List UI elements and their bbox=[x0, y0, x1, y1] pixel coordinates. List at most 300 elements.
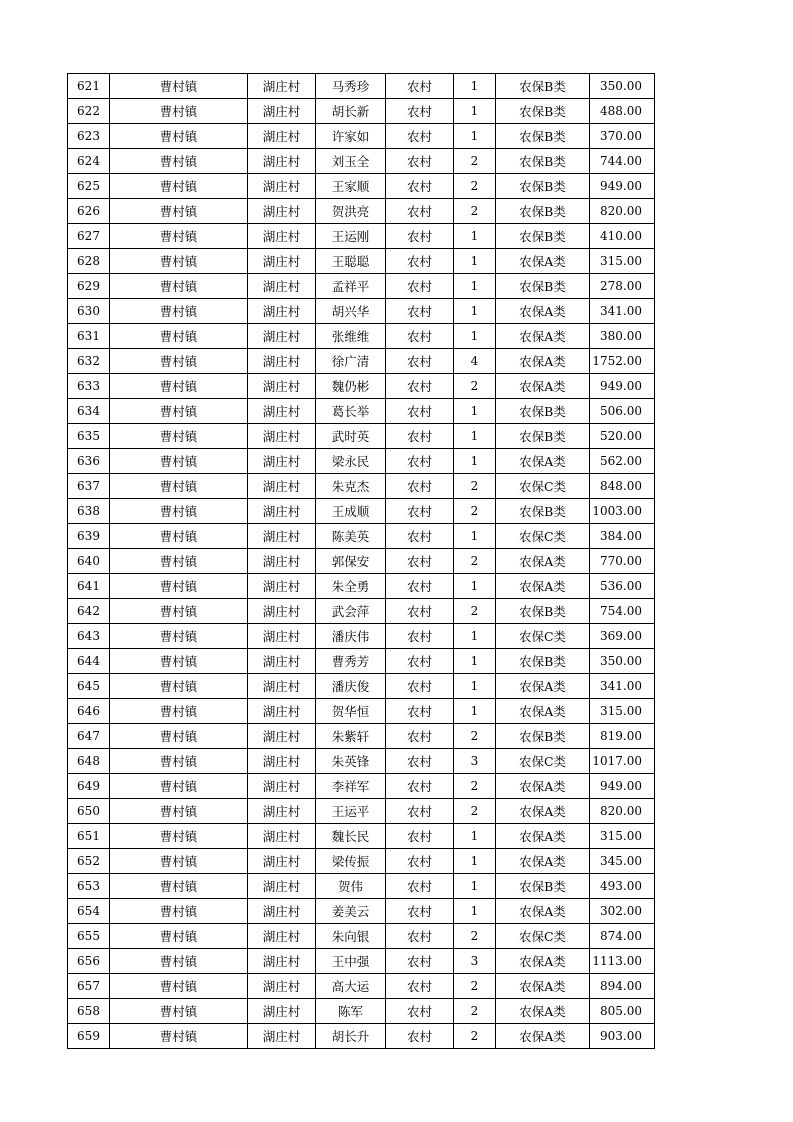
persons-cell: 2 bbox=[454, 799, 496, 824]
table-row bbox=[68, 399, 655, 424]
seq-cell: 639 bbox=[68, 524, 110, 549]
town-cell: 曹村镇 bbox=[110, 299, 248, 324]
household-type-cell: 农村 bbox=[386, 474, 454, 499]
name-cell: 王运刚 bbox=[316, 224, 386, 249]
persons-cell: 2 bbox=[454, 499, 496, 524]
amount-cell: 1003.00 bbox=[590, 499, 655, 524]
seq-cell: 656 bbox=[68, 949, 110, 974]
category-cell: 农保A类 bbox=[496, 774, 590, 799]
persons-cell: 2 bbox=[454, 599, 496, 624]
village-cell: 湖庄村 bbox=[248, 374, 316, 399]
category-cell: 农保B类 bbox=[496, 399, 590, 424]
seq-cell: 627 bbox=[68, 224, 110, 249]
seq-cell: 649 bbox=[68, 774, 110, 799]
village-cell: 湖庄村 bbox=[248, 224, 316, 249]
household-type-cell: 农村 bbox=[386, 199, 454, 224]
name-cell: 张维维 bbox=[316, 324, 386, 349]
persons-cell: 1 bbox=[454, 249, 496, 274]
name-cell: 梁传振 bbox=[316, 849, 386, 874]
name-cell: 胡长升 bbox=[316, 1024, 386, 1049]
town-cell: 曹村镇 bbox=[110, 99, 248, 124]
village-cell: 湖庄村 bbox=[248, 149, 316, 174]
category-cell: 农保A类 bbox=[496, 824, 590, 849]
amount-cell: 820.00 bbox=[590, 199, 655, 224]
household-type-cell: 农村 bbox=[386, 999, 454, 1024]
amount-cell: 949.00 bbox=[590, 774, 655, 799]
town-cell: 曹村镇 bbox=[110, 199, 248, 224]
seq-cell: 644 bbox=[68, 649, 110, 674]
town-cell: 曹村镇 bbox=[110, 499, 248, 524]
household-type-cell: 农村 bbox=[386, 374, 454, 399]
seq-cell: 658 bbox=[68, 999, 110, 1024]
seq-cell: 623 bbox=[68, 124, 110, 149]
persons-cell: 2 bbox=[454, 374, 496, 399]
town-cell: 曹村镇 bbox=[110, 149, 248, 174]
name-cell: 曹秀芳 bbox=[316, 649, 386, 674]
town-cell: 曹村镇 bbox=[110, 124, 248, 149]
persons-cell: 4 bbox=[454, 349, 496, 374]
persons-cell: 2 bbox=[454, 1024, 496, 1049]
seq-cell: 637 bbox=[68, 474, 110, 499]
category-cell: 农保A类 bbox=[496, 349, 590, 374]
household-type-cell: 农村 bbox=[386, 824, 454, 849]
household-type-cell: 农村 bbox=[386, 849, 454, 874]
village-cell: 湖庄村 bbox=[248, 424, 316, 449]
table-row bbox=[68, 774, 655, 799]
household-type-cell: 农村 bbox=[386, 599, 454, 624]
household-type-cell: 农村 bbox=[386, 774, 454, 799]
village-cell: 湖庄村 bbox=[248, 124, 316, 149]
category-cell: 农保B类 bbox=[496, 124, 590, 149]
table-row bbox=[68, 374, 655, 399]
town-cell: 曹村镇 bbox=[110, 349, 248, 374]
amount-cell: 302.00 bbox=[590, 899, 655, 924]
town-cell: 曹村镇 bbox=[110, 724, 248, 749]
household-type-cell: 农村 bbox=[386, 749, 454, 774]
village-cell: 湖庄村 bbox=[248, 774, 316, 799]
category-cell: 农保B类 bbox=[496, 274, 590, 299]
town-cell: 曹村镇 bbox=[110, 599, 248, 624]
table-row bbox=[68, 549, 655, 574]
name-cell: 王聪聪 bbox=[316, 249, 386, 274]
category-cell: 农保A类 bbox=[496, 249, 590, 274]
roster-body bbox=[68, 74, 655, 1049]
household-type-cell: 农村 bbox=[386, 1024, 454, 1049]
amount-cell: 1017.00 bbox=[590, 749, 655, 774]
category-cell: 农保C类 bbox=[496, 474, 590, 499]
persons-cell: 2 bbox=[454, 724, 496, 749]
seq-cell: 651 bbox=[68, 824, 110, 849]
category-cell: 农保A类 bbox=[496, 1024, 590, 1049]
table-row bbox=[68, 699, 655, 724]
table-row bbox=[68, 499, 655, 524]
seq-cell: 634 bbox=[68, 399, 110, 424]
village-cell: 湖庄村 bbox=[248, 174, 316, 199]
town-cell: 曹村镇 bbox=[110, 899, 248, 924]
town-cell: 曹村镇 bbox=[110, 874, 248, 899]
village-cell: 湖庄村 bbox=[248, 399, 316, 424]
village-cell: 湖庄村 bbox=[248, 249, 316, 274]
seq-cell: 645 bbox=[68, 674, 110, 699]
name-cell: 葛长举 bbox=[316, 399, 386, 424]
seq-cell: 646 bbox=[68, 699, 110, 724]
category-cell: 农保A类 bbox=[496, 849, 590, 874]
table-row bbox=[68, 674, 655, 699]
town-cell: 曹村镇 bbox=[110, 549, 248, 574]
amount-cell: 805.00 bbox=[590, 999, 655, 1024]
table-row bbox=[68, 724, 655, 749]
amount-cell: 949.00 bbox=[590, 374, 655, 399]
village-cell: 湖庄村 bbox=[248, 349, 316, 374]
name-cell: 朱紫轩 bbox=[316, 724, 386, 749]
amount-cell: 315.00 bbox=[590, 699, 655, 724]
household-type-cell: 农村 bbox=[386, 649, 454, 674]
seq-cell: 624 bbox=[68, 149, 110, 174]
household-type-cell: 农村 bbox=[386, 274, 454, 299]
seq-cell: 625 bbox=[68, 174, 110, 199]
persons-cell: 1 bbox=[454, 399, 496, 424]
amount-cell: 820.00 bbox=[590, 799, 655, 824]
town-cell: 曹村镇 bbox=[110, 774, 248, 799]
household-type-cell: 农村 bbox=[386, 874, 454, 899]
village-cell: 湖庄村 bbox=[248, 324, 316, 349]
persons-cell: 3 bbox=[454, 949, 496, 974]
household-type-cell: 农村 bbox=[386, 549, 454, 574]
household-type-cell: 农村 bbox=[386, 574, 454, 599]
town-cell: 曹村镇 bbox=[110, 574, 248, 599]
table-row bbox=[68, 324, 655, 349]
category-cell: 农保A类 bbox=[496, 974, 590, 999]
persons-cell: 1 bbox=[454, 324, 496, 349]
village-cell: 湖庄村 bbox=[248, 899, 316, 924]
seq-cell: 647 bbox=[68, 724, 110, 749]
village-cell: 湖庄村 bbox=[248, 849, 316, 874]
category-cell: 农保B类 bbox=[496, 174, 590, 199]
table-row bbox=[68, 799, 655, 824]
persons-cell: 2 bbox=[454, 924, 496, 949]
amount-cell: 520.00 bbox=[590, 424, 655, 449]
persons-cell: 1 bbox=[454, 824, 496, 849]
category-cell: 农保B类 bbox=[496, 599, 590, 624]
household-type-cell: 农村 bbox=[386, 799, 454, 824]
village-cell: 湖庄村 bbox=[248, 1024, 316, 1049]
village-cell: 湖庄村 bbox=[248, 99, 316, 124]
amount-cell: 848.00 bbox=[590, 474, 655, 499]
town-cell: 曹村镇 bbox=[110, 799, 248, 824]
persons-cell: 2 bbox=[454, 149, 496, 174]
category-cell: 农保C类 bbox=[496, 624, 590, 649]
amount-cell: 770.00 bbox=[590, 549, 655, 574]
amount-cell: 903.00 bbox=[590, 1024, 655, 1049]
town-cell: 曹村镇 bbox=[110, 699, 248, 724]
seq-cell: 640 bbox=[68, 549, 110, 574]
persons-cell: 2 bbox=[454, 474, 496, 499]
village-cell: 湖庄村 bbox=[248, 474, 316, 499]
town-cell: 曹村镇 bbox=[110, 974, 248, 999]
town-cell: 曹村镇 bbox=[110, 824, 248, 849]
category-cell: 农保A类 bbox=[496, 449, 590, 474]
persons-cell: 2 bbox=[454, 199, 496, 224]
name-cell: 魏长民 bbox=[316, 824, 386, 849]
seq-cell: 650 bbox=[68, 799, 110, 824]
category-cell: 农保A类 bbox=[496, 799, 590, 824]
table-row bbox=[68, 824, 655, 849]
seq-cell: 633 bbox=[68, 374, 110, 399]
table-row bbox=[68, 74, 655, 99]
amount-cell: 410.00 bbox=[590, 224, 655, 249]
amount-cell: 380.00 bbox=[590, 324, 655, 349]
seq-cell: 643 bbox=[68, 624, 110, 649]
persons-cell: 1 bbox=[454, 299, 496, 324]
table-row bbox=[68, 449, 655, 474]
persons-cell: 1 bbox=[454, 224, 496, 249]
town-cell: 曹村镇 bbox=[110, 849, 248, 874]
table-row bbox=[68, 524, 655, 549]
household-type-cell: 农村 bbox=[386, 349, 454, 374]
name-cell: 王成顺 bbox=[316, 499, 386, 524]
seq-cell: 622 bbox=[68, 99, 110, 124]
village-cell: 湖庄村 bbox=[248, 574, 316, 599]
name-cell: 陈美英 bbox=[316, 524, 386, 549]
seq-cell: 653 bbox=[68, 874, 110, 899]
seq-cell: 621 bbox=[68, 74, 110, 99]
name-cell: 武时英 bbox=[316, 424, 386, 449]
seq-cell: 628 bbox=[68, 249, 110, 274]
category-cell: 农保A类 bbox=[496, 549, 590, 574]
amount-cell: 315.00 bbox=[590, 824, 655, 849]
village-cell: 湖庄村 bbox=[248, 699, 316, 724]
table-row bbox=[68, 174, 655, 199]
table-row bbox=[68, 974, 655, 999]
seq-cell: 654 bbox=[68, 899, 110, 924]
table-row bbox=[68, 649, 655, 674]
village-cell: 湖庄村 bbox=[248, 199, 316, 224]
table-row bbox=[68, 99, 655, 124]
amount-cell: 894.00 bbox=[590, 974, 655, 999]
category-cell: 农保B类 bbox=[496, 724, 590, 749]
village-cell: 湖庄村 bbox=[248, 299, 316, 324]
amount-cell: 488.00 bbox=[590, 99, 655, 124]
name-cell: 马秀珍 bbox=[316, 74, 386, 99]
household-type-cell: 农村 bbox=[386, 899, 454, 924]
seq-cell: 648 bbox=[68, 749, 110, 774]
household-type-cell: 农村 bbox=[386, 724, 454, 749]
persons-cell: 1 bbox=[454, 649, 496, 674]
table-row bbox=[68, 349, 655, 374]
amount-cell: 949.00 bbox=[590, 174, 655, 199]
amount-cell: 350.00 bbox=[590, 74, 655, 99]
household-type-cell: 农村 bbox=[386, 324, 454, 349]
amount-cell: 341.00 bbox=[590, 299, 655, 324]
village-cell: 湖庄村 bbox=[248, 649, 316, 674]
town-cell: 曹村镇 bbox=[110, 674, 248, 699]
category-cell: 农保B类 bbox=[496, 874, 590, 899]
persons-cell: 2 bbox=[454, 774, 496, 799]
table-row bbox=[68, 899, 655, 924]
town-cell: 曹村镇 bbox=[110, 524, 248, 549]
amount-cell: 493.00 bbox=[590, 874, 655, 899]
household-type-cell: 农村 bbox=[386, 99, 454, 124]
household-type-cell: 农村 bbox=[386, 299, 454, 324]
persons-cell: 2 bbox=[454, 549, 496, 574]
amount-cell: 345.00 bbox=[590, 849, 655, 874]
table-row bbox=[68, 874, 655, 899]
name-cell: 朱向银 bbox=[316, 924, 386, 949]
name-cell: 王中强 bbox=[316, 949, 386, 974]
amount-cell: 562.00 bbox=[590, 449, 655, 474]
table-row bbox=[68, 849, 655, 874]
seq-cell: 638 bbox=[68, 499, 110, 524]
seq-cell: 636 bbox=[68, 449, 110, 474]
category-cell: 农保B类 bbox=[496, 149, 590, 174]
village-cell: 湖庄村 bbox=[248, 999, 316, 1024]
name-cell: 陈军 bbox=[316, 999, 386, 1024]
table-row bbox=[68, 299, 655, 324]
village-cell: 湖庄村 bbox=[248, 874, 316, 899]
household-type-cell: 农村 bbox=[386, 174, 454, 199]
village-cell: 湖庄村 bbox=[248, 924, 316, 949]
category-cell: 农保A类 bbox=[496, 299, 590, 324]
seq-cell: 652 bbox=[68, 849, 110, 874]
town-cell: 曹村镇 bbox=[110, 424, 248, 449]
category-cell: 农保A类 bbox=[496, 574, 590, 599]
persons-cell: 2 bbox=[454, 999, 496, 1024]
town-cell: 曹村镇 bbox=[110, 1024, 248, 1049]
amount-cell: 341.00 bbox=[590, 674, 655, 699]
town-cell: 曹村镇 bbox=[110, 924, 248, 949]
name-cell: 潘庆俊 bbox=[316, 674, 386, 699]
seq-cell: 657 bbox=[68, 974, 110, 999]
village-cell: 湖庄村 bbox=[248, 549, 316, 574]
table-row bbox=[68, 624, 655, 649]
amount-cell: 1752.00 bbox=[590, 349, 655, 374]
category-cell: 农保C类 bbox=[496, 524, 590, 549]
persons-cell: 1 bbox=[454, 574, 496, 599]
town-cell: 曹村镇 bbox=[110, 174, 248, 199]
name-cell: 梁永民 bbox=[316, 449, 386, 474]
persons-cell: 1 bbox=[454, 874, 496, 899]
table-row bbox=[68, 199, 655, 224]
village-cell: 湖庄村 bbox=[248, 724, 316, 749]
roster-table bbox=[67, 73, 655, 1049]
persons-cell: 1 bbox=[454, 899, 496, 924]
seq-cell: 655 bbox=[68, 924, 110, 949]
category-cell: 农保B类 bbox=[496, 224, 590, 249]
amount-cell: 536.00 bbox=[590, 574, 655, 599]
village-cell: 湖庄村 bbox=[248, 974, 316, 999]
persons-cell: 1 bbox=[454, 424, 496, 449]
category-cell: 农保A类 bbox=[496, 899, 590, 924]
village-cell: 湖庄村 bbox=[248, 599, 316, 624]
seq-cell: 632 bbox=[68, 349, 110, 374]
persons-cell: 2 bbox=[454, 974, 496, 999]
seq-cell: 641 bbox=[68, 574, 110, 599]
amount-cell: 384.00 bbox=[590, 524, 655, 549]
household-type-cell: 农村 bbox=[386, 74, 454, 99]
name-cell: 胡长新 bbox=[316, 99, 386, 124]
name-cell: 李祥军 bbox=[316, 774, 386, 799]
town-cell: 曹村镇 bbox=[110, 249, 248, 274]
household-type-cell: 农村 bbox=[386, 449, 454, 474]
table-row bbox=[68, 249, 655, 274]
category-cell: 农保A类 bbox=[496, 699, 590, 724]
town-cell: 曹村镇 bbox=[110, 449, 248, 474]
name-cell: 朱英锋 bbox=[316, 749, 386, 774]
village-cell: 湖庄村 bbox=[248, 824, 316, 849]
amount-cell: 506.00 bbox=[590, 399, 655, 424]
table-row bbox=[68, 224, 655, 249]
household-type-cell: 农村 bbox=[386, 249, 454, 274]
household-type-cell: 农村 bbox=[386, 524, 454, 549]
category-cell: 农保A类 bbox=[496, 674, 590, 699]
name-cell: 姜美云 bbox=[316, 899, 386, 924]
category-cell: 农保A类 bbox=[496, 324, 590, 349]
amount-cell: 874.00 bbox=[590, 924, 655, 949]
village-cell: 湖庄村 bbox=[248, 949, 316, 974]
table-row bbox=[68, 924, 655, 949]
household-type-cell: 农村 bbox=[386, 949, 454, 974]
village-cell: 湖庄村 bbox=[248, 74, 316, 99]
household-type-cell: 农村 bbox=[386, 674, 454, 699]
town-cell: 曹村镇 bbox=[110, 624, 248, 649]
seq-cell: 631 bbox=[68, 324, 110, 349]
table-row bbox=[68, 574, 655, 599]
seq-cell: 626 bbox=[68, 199, 110, 224]
town-cell: 曹村镇 bbox=[110, 274, 248, 299]
village-cell: 湖庄村 bbox=[248, 449, 316, 474]
town-cell: 曹村镇 bbox=[110, 374, 248, 399]
seq-cell: 642 bbox=[68, 599, 110, 624]
category-cell: 农保C类 bbox=[496, 749, 590, 774]
household-type-cell: 农村 bbox=[386, 699, 454, 724]
amount-cell: 278.00 bbox=[590, 274, 655, 299]
table-row bbox=[68, 749, 655, 774]
household-type-cell: 农村 bbox=[386, 624, 454, 649]
town-cell: 曹村镇 bbox=[110, 399, 248, 424]
name-cell: 贺华恒 bbox=[316, 699, 386, 724]
category-cell: 农保B类 bbox=[496, 74, 590, 99]
category-cell: 农保B类 bbox=[496, 649, 590, 674]
table-row bbox=[68, 124, 655, 149]
village-cell: 湖庄村 bbox=[248, 799, 316, 824]
town-cell: 曹村镇 bbox=[110, 474, 248, 499]
category-cell: 农保A类 bbox=[496, 949, 590, 974]
town-cell: 曹村镇 bbox=[110, 649, 248, 674]
household-type-cell: 农村 bbox=[386, 149, 454, 174]
persons-cell: 1 bbox=[454, 99, 496, 124]
seq-cell: 635 bbox=[68, 424, 110, 449]
amount-cell: 369.00 bbox=[590, 624, 655, 649]
persons-cell: 1 bbox=[454, 524, 496, 549]
seq-cell: 629 bbox=[68, 274, 110, 299]
persons-cell: 1 bbox=[454, 849, 496, 874]
table-row bbox=[68, 424, 655, 449]
amount-cell: 370.00 bbox=[590, 124, 655, 149]
village-cell: 湖庄村 bbox=[248, 674, 316, 699]
table-row bbox=[68, 999, 655, 1024]
town-cell: 曹村镇 bbox=[110, 74, 248, 99]
persons-cell: 2 bbox=[454, 174, 496, 199]
amount-cell: 315.00 bbox=[590, 249, 655, 274]
name-cell: 朱克杰 bbox=[316, 474, 386, 499]
household-type-cell: 农村 bbox=[386, 974, 454, 999]
village-cell: 湖庄村 bbox=[248, 499, 316, 524]
category-cell: 农保A类 bbox=[496, 999, 590, 1024]
village-cell: 湖庄村 bbox=[248, 524, 316, 549]
persons-cell: 1 bbox=[454, 74, 496, 99]
name-cell: 潘庆伟 bbox=[316, 624, 386, 649]
name-cell: 朱全勇 bbox=[316, 574, 386, 599]
